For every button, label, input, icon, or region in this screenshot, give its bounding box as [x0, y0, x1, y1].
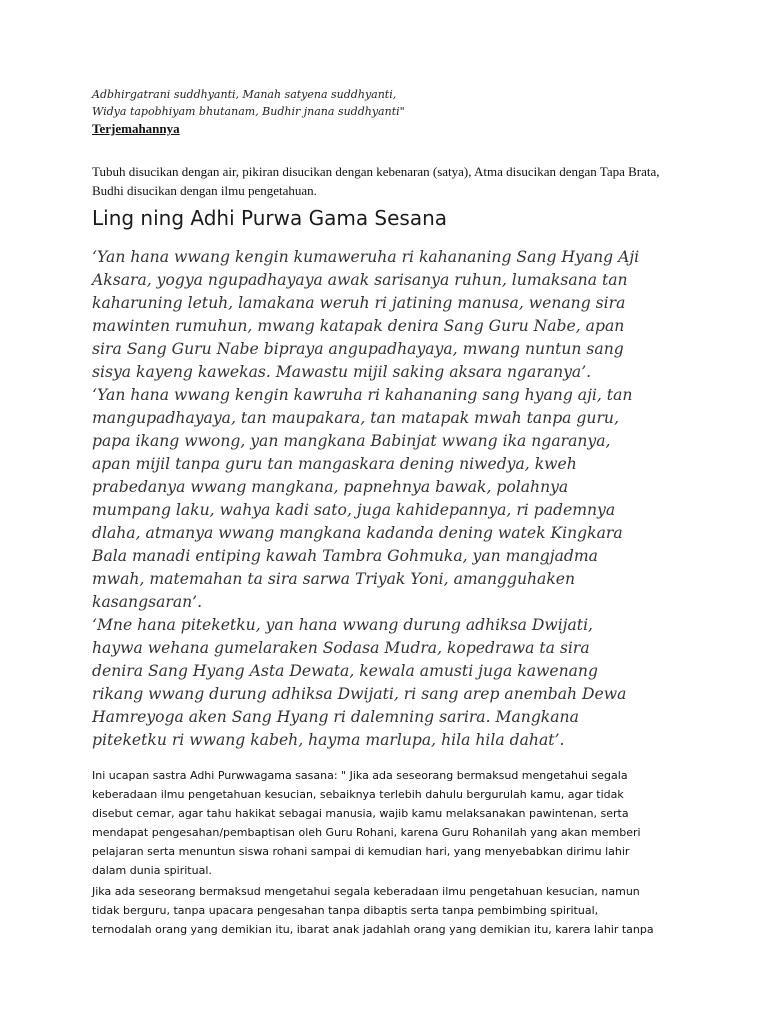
- sanskrit-text-block: [92, 246, 712, 752]
- sanskrit-line: dlaha, atmanya wwang mangkana kadanda dening watek Kingkara: [92, 524, 623, 542]
- sanskrit-line: ‘Yan hana wwang kengin kawruha ri kahananing sang hyang aji, tan: [92, 386, 633, 404]
- sanskrit-line: mumpang laku, wahya kadi sato, juga kahidepannya, ri pademnya: [92, 501, 616, 519]
- paragraph-line: Ini ucapan sastra Adhi Purwwagama sasana: " Jika ada seseorang bermaksud mengetahui segala: [92, 769, 628, 782]
- sanskrit-line: prabedanya wwang mangkana, papnehnya bawak, polahnya: [92, 478, 569, 496]
- verse-line: Adbhirgatrani suddhyanti, Manah satyena suddhyanti,: [92, 88, 397, 101]
- sanskrit-line: rikang wwang durung adhiksa Dwijati, ri sang arep anembah Dewa: [92, 685, 627, 703]
- sanskrit-line: mwah, matemahan ta sira sarwa Triyak Yoni, amangguhaken: [92, 570, 576, 588]
- terjemahan-label: Terjemahannya: [92, 121, 180, 136]
- sanskrit-line: kasangsaran’.: [92, 593, 203, 611]
- section-heading: Ling ning Adhi Purwa Gama Sesana: [92, 206, 448, 230]
- verse-line: Widya tapobhiyam bhutanam, Budhir jnana suddhyanti": [92, 105, 405, 118]
- sanskrit-line: Bala manadi entiping kawah Tambra Gohmuka, yan mangjadma: [92, 547, 598, 565]
- paragraph-line: keberadaan ilmu pengetahuan kesucian, sebaiknya terlebih dahulu bergurulah kamu, agar tidak: [92, 788, 624, 801]
- verse-block: [92, 86, 692, 120]
- translation-paragraph: Tubuh disucikan dengan air, pikiran disucikan dengan kebenaran (satya), Atma disucikan dengan Tapa Brata, Budhi disucikan dengan ilmu pengetahuan.: [92, 164, 660, 198]
- sanskrit-line: denira Sang Hyang Asta Dewata, kewala amusti juga kawenang: [92, 662, 598, 680]
- sanskrit-line: ‘Mne hana piteketku, yan hana wwang durung adhiksa Dwijati,: [92, 616, 594, 634]
- paragraph-line: mendapat pengesahan/pembaptisan oleh Guru Rohani, karena Guru Rohanilah yang akan memberi: [92, 826, 641, 839]
- indonesian-paragraph-1: [92, 766, 712, 880]
- indonesian-paragraph-2: [92, 882, 712, 939]
- paragraph-line: ternodalah orang yang demikian itu, ibarat anak jadahlah orang yang demikian itu, karera lahir tanpa: [92, 923, 654, 936]
- paragraph-line: Jika ada seseorang bermaksud mengetahui segala keberadaan ilmu pengetahuan kesucian, namun: [92, 885, 640, 898]
- paragraph-line: tidak berguru, tanpa upacara pengesahan tanpa dibaptis serta tanpa pembimbing spiritual,: [92, 904, 599, 917]
- paragraph-line: disebut cemar, agar tahu hakikat sebagai manusia, wajib kamu melaksanakan pawintenan, serta: [92, 807, 629, 820]
- sanskrit-line: apan mijil tanpa guru tan mangaskara dening niwedya, kweh: [92, 455, 577, 473]
- sanskrit-line: Aksara, yogya ngupadhayaya awak sarisanya ruhun, lumaksana tan: [92, 271, 628, 289]
- sanskrit-line: ‘Yan hana wwang kengin kumaweruha ri kahananing Sang Hyang Aji: [92, 248, 640, 266]
- paragraph-line: dalam dunia spiritual.: [92, 864, 212, 877]
- sanskrit-line: mawinten rumuhun, mwang katapak denira Sang Guru Nabe, apan: [92, 317, 625, 335]
- sanskrit-line: mangupadhayaya, tan maupakara, tan matapak mwah tanpa guru,: [92, 409, 619, 427]
- sanskrit-line: haywa wehana gumelaraken Sodasa Mudra, kopedrawa ta sira: [92, 639, 590, 657]
- sanskrit-line: papa ikang wwong, yan mangkana Babinjat wwang ika ngaranya,: [92, 432, 611, 450]
- sanskrit-line: sisya kayeng kawekas. Mawastu mijil saking aksara ngaranya’.: [92, 363, 592, 381]
- sanskrit-line: Hamreyoga aken Sang Hyang ri dalemning sarira. Mangkana: [92, 708, 579, 726]
- sanskrit-line: sira Sang Guru Nabe bipraya angupadhayaya, mwang nuntun sang: [92, 340, 624, 358]
- sanskrit-line: kaharuning letuh, lamakana weruh ri jatining manusa, wenang sira: [92, 294, 626, 312]
- paragraph-line: pelajaran serta menuntun siswa rohani sampai di kemudian hari, yang menyebabkan dirimu lahir: [92, 845, 630, 858]
- sanskrit-line: piteketku ri wwang kabeh, hayma marlupa, hila hila dahat’.: [92, 731, 565, 749]
